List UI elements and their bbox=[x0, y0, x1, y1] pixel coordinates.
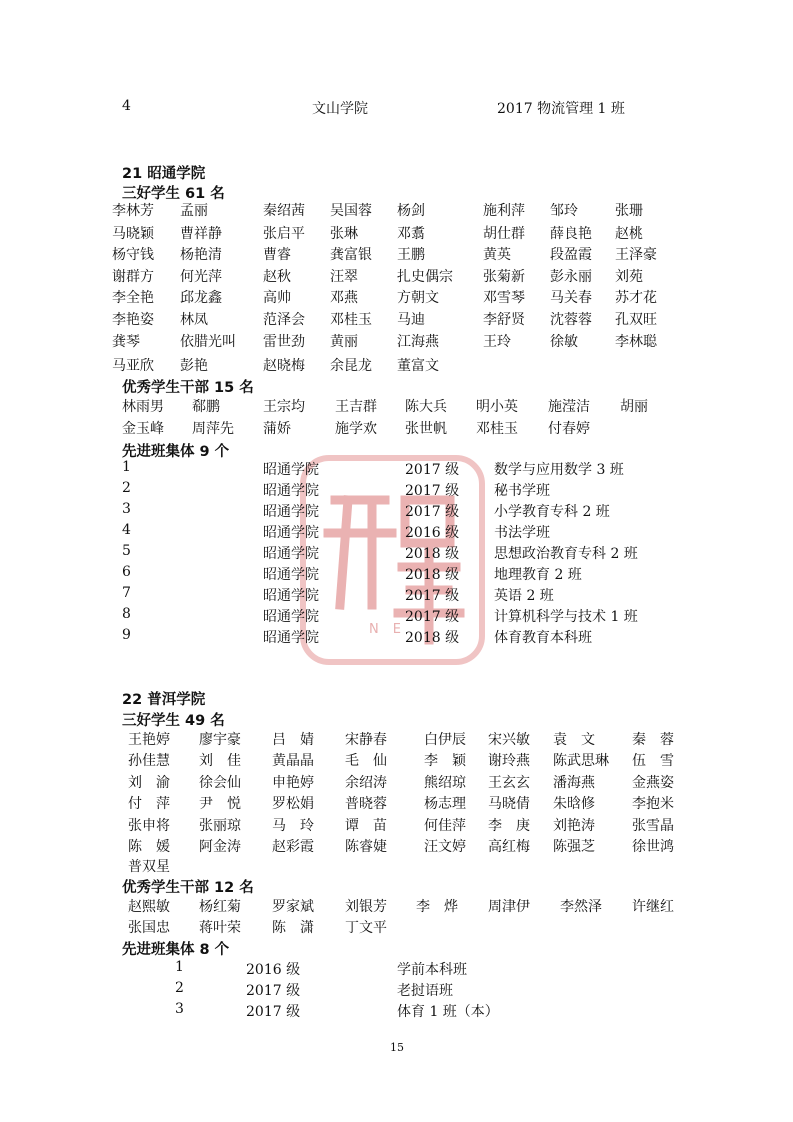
sanhao-student-name: 杨艳清 bbox=[180, 247, 222, 263]
sanhao-student-name: 何光萍 bbox=[180, 269, 222, 285]
ganbu-student-name: 李 烨 bbox=[416, 899, 458, 915]
sanhao-student-name: 白伊辰 bbox=[424, 732, 466, 748]
jiti-cls: 体育 1 班（本） bbox=[397, 1004, 499, 1020]
sanhao-student-name: 范泽会 bbox=[263, 312, 305, 328]
jiti-n: 7 bbox=[122, 585, 131, 601]
sanhao-student-name: 罗松娟 bbox=[272, 796, 314, 812]
sanhao-student-name: 曹祥静 bbox=[180, 226, 222, 242]
sanhao-student-name: 宋静春 bbox=[345, 732, 387, 748]
sanhao-student-name: 李全艳 bbox=[112, 290, 154, 306]
jiti-n: 8 bbox=[122, 606, 131, 622]
sanhao-student-name: 王玲 bbox=[483, 334, 511, 350]
jiti-cls: 小学教育专科 2 班 bbox=[494, 504, 610, 520]
jiti-grade: 2018 级 bbox=[405, 546, 460, 562]
sanhao-student-name: 龚富银 bbox=[330, 247, 372, 263]
ganbu-student-name: 许继红 bbox=[632, 899, 674, 915]
sanhao-student-name: 扎史偶宗 bbox=[397, 269, 453, 285]
sanhao-student-name: 余绍涛 bbox=[345, 775, 387, 791]
sanhao-student-name: 吴国蓉 bbox=[330, 203, 372, 219]
sanhao-student-name: 普晓蓉 bbox=[345, 796, 387, 812]
sanhao-student-name: 高红梅 bbox=[488, 839, 530, 855]
sanhao-student-name: 王艳婷 bbox=[128, 732, 170, 748]
jiti-school: 昭通学院 bbox=[263, 525, 319, 541]
sanhao-student-name: 李 颖 bbox=[424, 753, 466, 769]
sanhao-student-name: 彭艳 bbox=[180, 358, 208, 374]
jiti-school: 昭通学院 bbox=[263, 567, 319, 583]
sanhao-student-name: 马迪 bbox=[397, 312, 425, 328]
ganbu-student-name: 丁文平 bbox=[345, 920, 387, 936]
sanhao-student-name: 毛 仙 bbox=[345, 753, 387, 769]
sanhao-student-name: 李艳姿 bbox=[112, 312, 154, 328]
sanhao-student-name: 余昆龙 bbox=[330, 358, 372, 374]
sanhao-student-name: 黄晶晶 bbox=[272, 753, 314, 769]
sanhao-student-name: 依腊光叫 bbox=[180, 334, 236, 350]
section-22-title: 22 普洱学院 bbox=[122, 692, 206, 708]
sanhao-student-name: 张珊 bbox=[615, 203, 643, 219]
sanhao-student-name: 方朝文 bbox=[397, 290, 439, 306]
sanhao-student-name: 曹睿 bbox=[263, 247, 291, 263]
sanhao-student-name: 李林芳 bbox=[112, 203, 154, 219]
sanhao-student-name: 邓桂玉 bbox=[330, 312, 372, 328]
sanhao-student-name: 赵秋 bbox=[263, 269, 291, 285]
ganbu-student-name: 周津伊 bbox=[488, 899, 530, 915]
jiti-school: 昭通学院 bbox=[263, 504, 319, 520]
sanhao-student-name: 马关春 bbox=[550, 290, 592, 306]
ganbu-student-name: 王宗均 bbox=[263, 399, 305, 415]
sanhao-student-name: 刘艳涛 bbox=[553, 818, 595, 834]
jiti-cls: 学前本科班 bbox=[397, 962, 467, 978]
sanhao-student-name: 吕 婧 bbox=[272, 732, 314, 748]
sanhao-student-name: 李抱米 bbox=[632, 796, 674, 812]
sanhao-student-name: 黄丽 bbox=[330, 334, 358, 350]
sanhao-student-name: 张琳 bbox=[330, 226, 358, 242]
sanhao-student-name: 尹 悦 bbox=[199, 796, 241, 812]
sanhao-student-name: 杨志理 bbox=[424, 796, 466, 812]
sanhao-student-name: 张丽琼 bbox=[199, 818, 241, 834]
section-21-ganbu-heading: 优秀学生干部 15 名 bbox=[122, 380, 254, 396]
sanhao-student-name: 朱晗修 bbox=[553, 796, 595, 812]
jiti-grade: 2017 级 bbox=[405, 462, 460, 478]
sanhao-student-name: 马晓颖 bbox=[112, 226, 154, 242]
jiti-cls: 数学与应用数学 3 班 bbox=[494, 462, 624, 478]
sanhao-student-name: 薛良艳 bbox=[550, 226, 592, 242]
jiti-n: 9 bbox=[122, 627, 131, 643]
sanhao-student-name: 马亚欣 bbox=[112, 358, 154, 374]
sanhao-student-name: 宋兴敏 bbox=[488, 732, 530, 748]
jiti-n: 3 bbox=[122, 501, 131, 517]
jiti-cls: 老挝语班 bbox=[397, 983, 453, 999]
top-row-class: 2017 物流管理 1 班 bbox=[497, 101, 625, 117]
jiti-school: 昭通学院 bbox=[263, 630, 319, 646]
sanhao-student-name: 秦绍茜 bbox=[263, 203, 305, 219]
jiti-n: 2 bbox=[122, 480, 131, 496]
section-22-sanhao-heading: 三好学生 49 名 bbox=[122, 713, 225, 729]
sanhao-student-name: 李舒贤 bbox=[483, 312, 525, 328]
jiti-grade: 2018 级 bbox=[405, 630, 460, 646]
jiti-grade: 2017 级 bbox=[405, 609, 460, 625]
sanhao-student-name: 陈强芝 bbox=[553, 839, 595, 855]
jiti-cls: 英语 2 班 bbox=[494, 588, 554, 604]
sanhao-student-name: 赵晓梅 bbox=[263, 358, 305, 374]
sanhao-student-name: 董富文 bbox=[397, 358, 439, 374]
sanhao-student-name: 赵桃 bbox=[615, 226, 643, 242]
jiti-n: 3 bbox=[175, 1001, 184, 1017]
sanhao-student-name: 邹玲 bbox=[550, 203, 578, 219]
sanhao-student-name: 普双星 bbox=[128, 859, 170, 875]
jiti-school: 昭通学院 bbox=[263, 588, 319, 604]
sanhao-student-name: 伍 雪 bbox=[632, 753, 674, 769]
sanhao-student-name: 谭 苗 bbox=[345, 818, 387, 834]
jiti-grade: 2017 级 bbox=[246, 983, 301, 999]
sanhao-student-name: 秦 蓉 bbox=[632, 732, 674, 748]
jiti-n: 1 bbox=[122, 459, 131, 475]
sanhao-student-name: 高帅 bbox=[263, 290, 291, 306]
ganbu-student-name: 陈大兵 bbox=[405, 399, 447, 415]
sanhao-student-name: 沈蓉蓉 bbox=[550, 312, 592, 328]
sanhao-student-name: 熊绍琼 bbox=[424, 775, 466, 791]
ganbu-student-name: 李然泽 bbox=[560, 899, 602, 915]
sanhao-student-name: 张雪晶 bbox=[632, 818, 674, 834]
top-row-number: 4 bbox=[122, 98, 131, 114]
jiti-school: 昭通学院 bbox=[263, 483, 319, 499]
sanhao-student-name: 刘 佳 bbox=[199, 753, 241, 769]
sanhao-student-name: 廖宇豪 bbox=[199, 732, 241, 748]
sanhao-student-name: 申艳婷 bbox=[272, 775, 314, 791]
sanhao-student-name: 张启平 bbox=[263, 226, 305, 242]
sanhao-student-name: 何佳萍 bbox=[424, 818, 466, 834]
sanhao-student-name: 孔双旺 bbox=[615, 312, 657, 328]
ganbu-student-name: 张国忠 bbox=[128, 920, 170, 936]
sanhao-student-name: 李 庚 bbox=[488, 818, 530, 834]
section-21-jiti-heading: 先进班集体 9 个 bbox=[122, 444, 230, 460]
sanhao-student-name: 杨守钱 bbox=[112, 247, 154, 263]
ganbu-student-name: 罗家斌 bbox=[272, 899, 314, 915]
jiti-cls: 地理教育 2 班 bbox=[494, 567, 582, 583]
sanhao-student-name: 陈 媛 bbox=[128, 839, 170, 855]
jiti-n: 5 bbox=[122, 543, 131, 559]
sanhao-student-name: 孙佳慧 bbox=[128, 753, 170, 769]
jiti-n: 6 bbox=[122, 564, 131, 580]
sanhao-student-name: 徐敏 bbox=[550, 334, 578, 350]
sanhao-student-name: 胡仕群 bbox=[483, 226, 525, 242]
jiti-school: 昭通学院 bbox=[263, 609, 319, 625]
sanhao-student-name: 彭永丽 bbox=[550, 269, 592, 285]
sanhao-student-name: 张菊新 bbox=[483, 269, 525, 285]
sanhao-student-name: 张申将 bbox=[128, 818, 170, 834]
jiti-cls: 思想政治教育专科 2 班 bbox=[494, 546, 638, 562]
jiti-grade: 2017 级 bbox=[405, 588, 460, 604]
sanhao-student-name: 陈睿婕 bbox=[345, 839, 387, 855]
ganbu-student-name: 蒲娇 bbox=[263, 421, 291, 437]
jiti-grade: 2017 级 bbox=[405, 483, 460, 499]
section-21-sanhao-heading: 三好学生 61 名 bbox=[122, 186, 225, 202]
sanhao-student-name: 谢群方 bbox=[112, 269, 154, 285]
sanhao-student-name: 陈武思琳 bbox=[553, 753, 609, 769]
sanhao-student-name: 付 萍 bbox=[128, 796, 170, 812]
ganbu-student-name: 林雨男 bbox=[122, 399, 164, 415]
sanhao-student-name: 李林聪 bbox=[615, 334, 657, 350]
sanhao-student-name: 段盈霞 bbox=[550, 247, 592, 263]
sanhao-student-name: 袁 文 bbox=[553, 732, 595, 748]
jiti-grade: 2017 级 bbox=[246, 1004, 301, 1020]
ganbu-student-name: 金玉峰 bbox=[122, 421, 164, 437]
ganbu-student-name: 施学欢 bbox=[335, 421, 377, 437]
sanhao-student-name: 金燕姿 bbox=[632, 775, 674, 791]
ganbu-student-name: 邓桂玉 bbox=[476, 421, 518, 437]
section-22-jiti-heading: 先进班集体 8 个 bbox=[122, 942, 230, 958]
ganbu-student-name: 张世帆 bbox=[405, 421, 447, 437]
ganbu-student-name: 郗鹏 bbox=[192, 399, 220, 415]
sanhao-student-name: 苏才花 bbox=[615, 290, 657, 306]
sanhao-student-name: 马晓倩 bbox=[488, 796, 530, 812]
page-number: 15 bbox=[390, 1041, 404, 1054]
sanhao-student-name: 刘苑 bbox=[615, 269, 643, 285]
sanhao-student-name: 杨剑 bbox=[397, 203, 425, 219]
sanhao-student-name: 施利萍 bbox=[483, 203, 525, 219]
ganbu-student-name: 杨红菊 bbox=[199, 899, 241, 915]
section-21-title: 21 昭通学院 bbox=[122, 166, 206, 182]
section-22-ganbu-heading: 优秀学生干部 12 名 bbox=[122, 880, 254, 896]
sanhao-student-name: 邓翥 bbox=[397, 226, 425, 242]
sanhao-student-name: 龚琴 bbox=[112, 334, 140, 350]
sanhao-student-name: 徐世鸿 bbox=[632, 839, 674, 855]
ganbu-student-name: 施滢洁 bbox=[548, 399, 590, 415]
jiti-school: 昭通学院 bbox=[263, 546, 319, 562]
sanhao-student-name: 黄英 bbox=[483, 247, 511, 263]
sanhao-student-name: 王玄玄 bbox=[488, 775, 530, 791]
jiti-grade: 2018 级 bbox=[405, 567, 460, 583]
sanhao-student-name: 孟丽 bbox=[180, 203, 208, 219]
sanhao-student-name: 马 玲 bbox=[272, 818, 314, 834]
ganbu-student-name: 蒋叶荣 bbox=[199, 920, 241, 936]
ganbu-student-name: 付春婷 bbox=[548, 421, 590, 437]
sanhao-student-name: 邓雪琴 bbox=[483, 290, 525, 306]
sanhao-student-name: 赵彩霞 bbox=[272, 839, 314, 855]
jiti-cls: 体育教育本科班 bbox=[494, 630, 592, 646]
jiti-grade: 2016 级 bbox=[246, 962, 301, 978]
ganbu-student-name: 陈 潇 bbox=[272, 920, 314, 936]
jiti-cls: 计算机科学与技术 1 班 bbox=[494, 609, 638, 625]
sanhao-student-name: 林凤 bbox=[180, 312, 208, 328]
sanhao-student-name: 汪文婷 bbox=[424, 839, 466, 855]
sanhao-student-name: 王鹏 bbox=[397, 247, 425, 263]
sanhao-student-name: 汪翠 bbox=[330, 269, 358, 285]
jiti-school: 昭通学院 bbox=[263, 462, 319, 478]
ganbu-student-name: 王吉群 bbox=[335, 399, 377, 415]
ganbu-student-name: 刘银芳 bbox=[345, 899, 387, 915]
sanhao-student-name: 雷世劲 bbox=[263, 334, 305, 350]
sanhao-student-name: 谢玲燕 bbox=[488, 753, 530, 769]
sanhao-student-name: 阿金涛 bbox=[199, 839, 241, 855]
ganbu-student-name: 赵熙敏 bbox=[128, 899, 170, 915]
sanhao-student-name: 邓燕 bbox=[330, 290, 358, 306]
sanhao-student-name: 邱龙鑫 bbox=[180, 290, 222, 306]
jiti-n: 2 bbox=[175, 980, 184, 996]
sanhao-student-name: 徐会仙 bbox=[199, 775, 241, 791]
jiti-n: 4 bbox=[122, 522, 131, 538]
jiti-grade: 2017 级 bbox=[405, 504, 460, 520]
ganbu-student-name: 明小英 bbox=[476, 399, 518, 415]
jiti-n: 1 bbox=[175, 959, 184, 975]
jiti-grade: 2016 级 bbox=[405, 525, 460, 541]
ganbu-student-name: 胡丽 bbox=[620, 399, 648, 415]
jiti-cls: 秘书学班 bbox=[494, 483, 550, 499]
watermark-letters: NE bbox=[369, 622, 415, 637]
ganbu-student-name: 周萍先 bbox=[192, 421, 234, 437]
sanhao-student-name: 潘海燕 bbox=[553, 775, 595, 791]
sanhao-student-name: 王泽豪 bbox=[615, 247, 657, 263]
sanhao-student-name: 刘 渝 bbox=[128, 775, 170, 791]
top-row-school: 文山学院 bbox=[312, 101, 368, 117]
sanhao-student-name: 江海燕 bbox=[397, 334, 439, 350]
jiti-cls: 书法学班 bbox=[494, 525, 550, 541]
